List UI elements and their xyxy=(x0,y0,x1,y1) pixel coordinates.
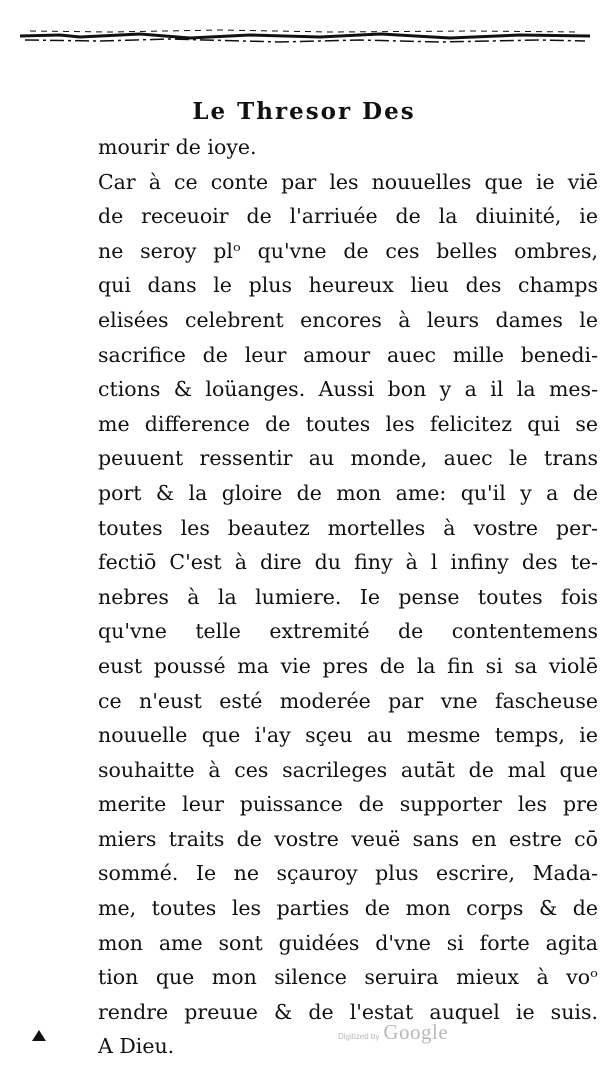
text-line: sommé. Ie ne sçauroy plus escrire, Mada- xyxy=(98,861,598,886)
printers-ornament-rule xyxy=(20,26,590,48)
text-line: A Dieu. xyxy=(98,1034,175,1059)
body-text xyxy=(98,130,598,1064)
text-line: toutes les beautez mortelles à vostre per- xyxy=(98,515,598,540)
text-line: ctions & loüanges. Aussi bon y a il la mes- xyxy=(98,377,598,402)
triangle-mark-icon xyxy=(32,1030,46,1041)
text-line: miers traits de vostre veuë sans en estre cō xyxy=(98,826,598,851)
text-line: peuuent ressentir au monde, auec le trans xyxy=(98,446,598,471)
text-line: tion que mon silence seruira mieux à voᵒ xyxy=(98,965,598,990)
text-line: ne seroy plᵒ qu'vne de ces belles ombres, xyxy=(98,238,598,263)
text-line: de receuoir de l'arriuée de la diuinité, ie xyxy=(98,204,598,229)
text-line: eust poussé ma vie pres de la fin si sa violē xyxy=(98,653,598,678)
text-line: port & la gloire de mon ame: qu'il y a de xyxy=(98,480,598,505)
text-line: souhaitte à ces sacrileges autāt de mal que xyxy=(98,757,598,782)
text-line: rendre preuue & de l'estat auquel ie suis. xyxy=(98,999,598,1024)
text-line: elisées celebrent encores à leurs dames le xyxy=(98,307,598,332)
digitized-by-watermark xyxy=(338,1020,448,1050)
text-line: Car à ce conte par les nouuelles que ie viē xyxy=(98,169,598,194)
text-line: sacrifice de leur amour auec mille benedi- xyxy=(98,342,598,367)
google-logo-text: Google xyxy=(383,1020,449,1044)
text-line: fectiō C'est à dire du finy à l infiny des te- xyxy=(98,550,598,575)
text-line: qui dans le plus heureux lieu des champs xyxy=(98,273,598,298)
text-line: me, toutes les parties de mon corps & de xyxy=(98,896,598,921)
text-line: merite leur puissance de supporter les pre xyxy=(98,792,598,817)
text-line: me difference de toutes les felicitez qui se xyxy=(98,411,598,436)
text-line: qu'vne telle extremité de contentemens xyxy=(98,619,598,644)
text-line: nebres à la lumiere. Ie pense toutes fois xyxy=(98,584,598,609)
text-line: mourir de ioye. xyxy=(98,135,257,159)
text-line: ce n'eust esté moderée par vne fascheuse xyxy=(98,688,598,713)
watermark-prefix: Digitized by xyxy=(338,1032,380,1041)
text-line: mon ame sont guidées d'vne si forte agita xyxy=(98,930,598,955)
running-head: Le Thresor Des xyxy=(192,98,416,125)
text-line: nouuelle que i'ay sçeu au mesme temps, ie xyxy=(98,723,598,748)
